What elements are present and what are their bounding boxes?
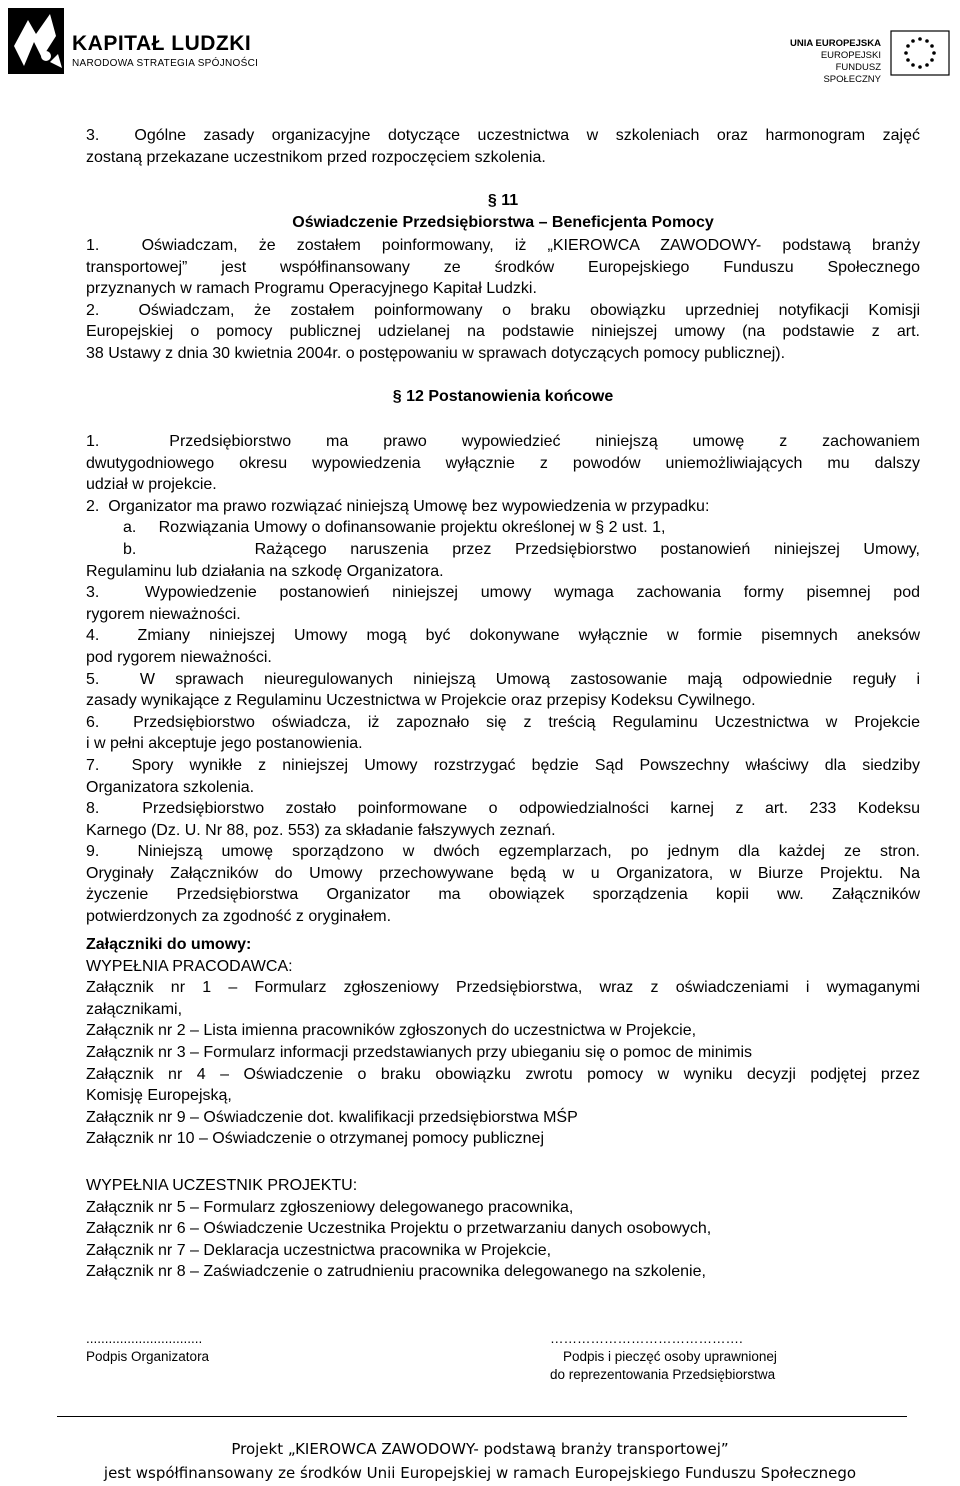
paragraph-3 [86,125,920,168]
footer-line: jest współfinansowany ze środków Unii Europejskiej w ramach Europejskiego Funduszu Społecznego [103,1464,857,1482]
text-line: Organizatora szkolenia. [86,778,255,796]
eu-line3: FUNDUSZ SPOŁECZNY [823,62,881,85]
page-footer [0,1437,960,1485]
eu-flag-icon [890,30,950,76]
text-line: zostaną przekazane uczestnikom przed rozpoczęciem szkolenia. [86,148,546,166]
text-line: przyznanych w ramach Programu Operacyjnego Kapitał Ludzki. [86,280,537,298]
section-12-body [86,431,920,928]
signature-label: do reprezentowania Przedsiębiorstwa [550,1367,776,1382]
text-line: 7. Spory wynikłe z niniejszej Umowy rozstrzygać będzie Sąd Powszechny właściwy dla siedziby [86,756,920,774]
attachment-item: Załącznik nr 7 – Deklaracja uczestnictwa pracownika w Projekcie, [86,1241,552,1259]
section-12-heading [86,386,920,408]
kapital-ludzki-emblem-icon [6,6,66,76]
section-number: § 11 [487,192,519,209]
kapital-ludzki-subtitle: NARODOWA STRATEGIA SPÓJNOŚCI [72,58,259,69]
attachments-heading: Załączniki do umowy: [86,936,252,953]
attachment-item: Załącznik nr 10 – Oświadczenie o otrzymanej pomocy publicznej [86,1130,544,1148]
employer-heading: WYPEŁNIA PRACODAWCA: [86,957,293,975]
section-title: Oświadczenie Przedsiębiorstwa – Beneficjenta Pomocy [292,213,714,231]
kapital-ludzki-name: KAPITAŁ LUDZKI [72,32,252,55]
attachments-list [86,934,920,1150]
text-line: a. Rozwiązania Umowy o dofinansowanie projektu określonej w § 2 ust. 1, [123,519,666,537]
attachment-item: Załącznik nr 8 – Zaświadczenie o zatrudnieniu pracownika delegowanego na szkolenie, [86,1263,706,1281]
text-line: i w pełni akceptuje jego postanowienia. [86,735,363,753]
text-line: potwierdzonych za zgodność z oryginałem. [86,908,392,926]
signature-line: ……………………………………. [550,1331,743,1346]
eu-efs-logo [775,30,955,85]
text-line: 3. Wypowiedzenie postanowień niniejszej umowy wymaga zachowania formy pisemnej pod [86,584,920,602]
text-line: udział w projekcie. [86,476,217,494]
attachment-item: Załącznik nr 1 – Formularz zgłoszeniowy Przedsiębiorstwa, wraz z oświadczeniami i wymaganymi [86,979,920,997]
text-line: zasady wynikające z Regulaminu Uczestnictwa w Projekcie oraz przepisy Kodeksu Cywilnego. [86,692,756,710]
text-line: b. Rażącego naruszenia przez Przedsiębiorstwo postanowień niniejszej Umowy, [123,540,920,558]
text-line: 2. Oświadczam, że zostałem poinformowany o braku obowiązku uprzedniej notyfikacji Komisji [86,301,920,319]
signature-label: Podpis Organizatora [86,1349,210,1364]
company-signature [550,1330,777,1384]
participant-attachments [86,1175,920,1283]
participant-heading: WYPEŁNIA UCZESTNIK PROJEKTU: [86,1177,358,1194]
text-line: transportowej” jest współfinansowany ze środków Europejskiego Funduszu Społecznego [86,258,920,276]
attachment-item: załącznikami, [86,1000,183,1018]
attachment-item: Załącznik nr 9 – Oświadczenie dot. kwalifikacji przedsiębiorstwa MŚP [86,1108,578,1126]
text-line: 38 Ustawy z dnia 30 kwietnia 2004r. o postępowaniu w sprawach dotyczących pomocy publicznej). [86,344,786,362]
text-line: pod rygorem nieważności. [86,648,272,666]
attachment-item: Załącznik nr 6 – Oświadczenie Uczestnika Projektu o przetwarzaniu danych osobowych, [86,1220,712,1238]
text-line: Europejskiej o pomocy publicznej udzielanej na podstawie niniejszej umowy (na podstawie z art. [86,323,920,341]
footer-divider [57,1416,907,1417]
attachment-item: Załącznik nr 2 – Lista imienna pracowników zgłoszonych do uczestnictwa w Projekcie, [86,1022,697,1040]
section-11-heading [86,190,920,233]
section-11-body [86,235,920,365]
signature-label: Podpis i pieczęć osoby uprawnionej [563,1349,777,1364]
text-line: Karnego (Dz. U. Nr 88, poz. 553) za składanie fałszywych zeznań. [86,821,556,839]
attachment-item: Załącznik nr 3 – Formularz informacji przedstawianych przy ubieganiu się o pomoc de minimis [86,1043,753,1061]
organizer-signature [86,1330,209,1366]
page-header [0,0,960,95]
eu-logo-text [781,38,881,86]
text-line: 9. Niniejszą umowę sporządzono w dwóch egzemplarzach, po jednym dla każdej ze stron. [86,843,920,861]
text-line: 1. Przedsiębiorstwo ma prawo wypowiedzieć niniejszą umowę z zachowaniem [86,433,920,450]
text-line: 6. Przedsiębiorstwo oświadcza, iż zapoznało się z treścią Regulaminu Uczestnictwa w Projekcie [86,713,920,731]
text-line: 4. Zmiany niniejszej Umowy mogą być dokonywane wyłącznie w formie pisemnych aneksów [86,627,920,645]
eu-line2: EUROPEJSKI [820,50,881,61]
attachment-item: Komisję Europejską, [86,1087,232,1105]
signature-line: ............................... [86,1331,203,1346]
text-line: dwutygodniowego okresu wypowiedzenia wyłącznie z powodów uniemożliwiających mu dalszy [86,454,920,472]
text-line: 8. Przedsiębiorstwo zostało poinformowane o odpowiedzialności karnej z art. 233 Kodeksu [86,800,920,818]
text-line: Regulaminu lub działania na szkodę Organizatora. [86,562,444,580]
eu-line1: UNIA EUROPEJSKA [790,38,881,49]
text-line: życzenie Przedsiębiorstwa Organizator ma obowiązek sporządzenia kopii ww. Załączników [86,886,920,904]
kapital-ludzki-logo [6,6,259,76]
text-line: 5. W sprawach nieuregulowanych niniejszą Umową zastosowanie mają odpowiednie reguły i [86,670,920,688]
attachment-item: Załącznik nr 4 – Oświadczenie o braku obowiązku zwrotu pomocy w wyniku decyzji podjętej przez [86,1065,920,1083]
text-line: 3. Ogólne zasady organizacyjne dotyczące uczestnictwa w szkoleniach oraz harmonogram zajęć [86,127,920,144]
section-title: § 12 Postanowienia końcowe [392,388,614,405]
text-line: rygorem nieważności. [86,605,241,623]
attachment-item: Załącznik nr 5 – Formularz zgłoszeniowy delegowanego pracownika, [86,1198,574,1216]
text-line: 1. Oświadczam, że zostałem poinformowany, iż „KIEROWCA ZAWODOWY- podstawą branży [86,237,920,254]
footer-line: Projekt „KIEROWCA ZAWODOWY- podstawą branży transportowej” [231,1440,729,1458]
text-line: 2. Organizator ma prawo rozwiązać niniejszą Umowę bez wypowiedzenia w przypadku: [86,497,710,515]
text-line: Oryginały Załączników do Umowy przechowywane będą w u Organizatora, w Biurze Projektu. Na [86,864,920,882]
